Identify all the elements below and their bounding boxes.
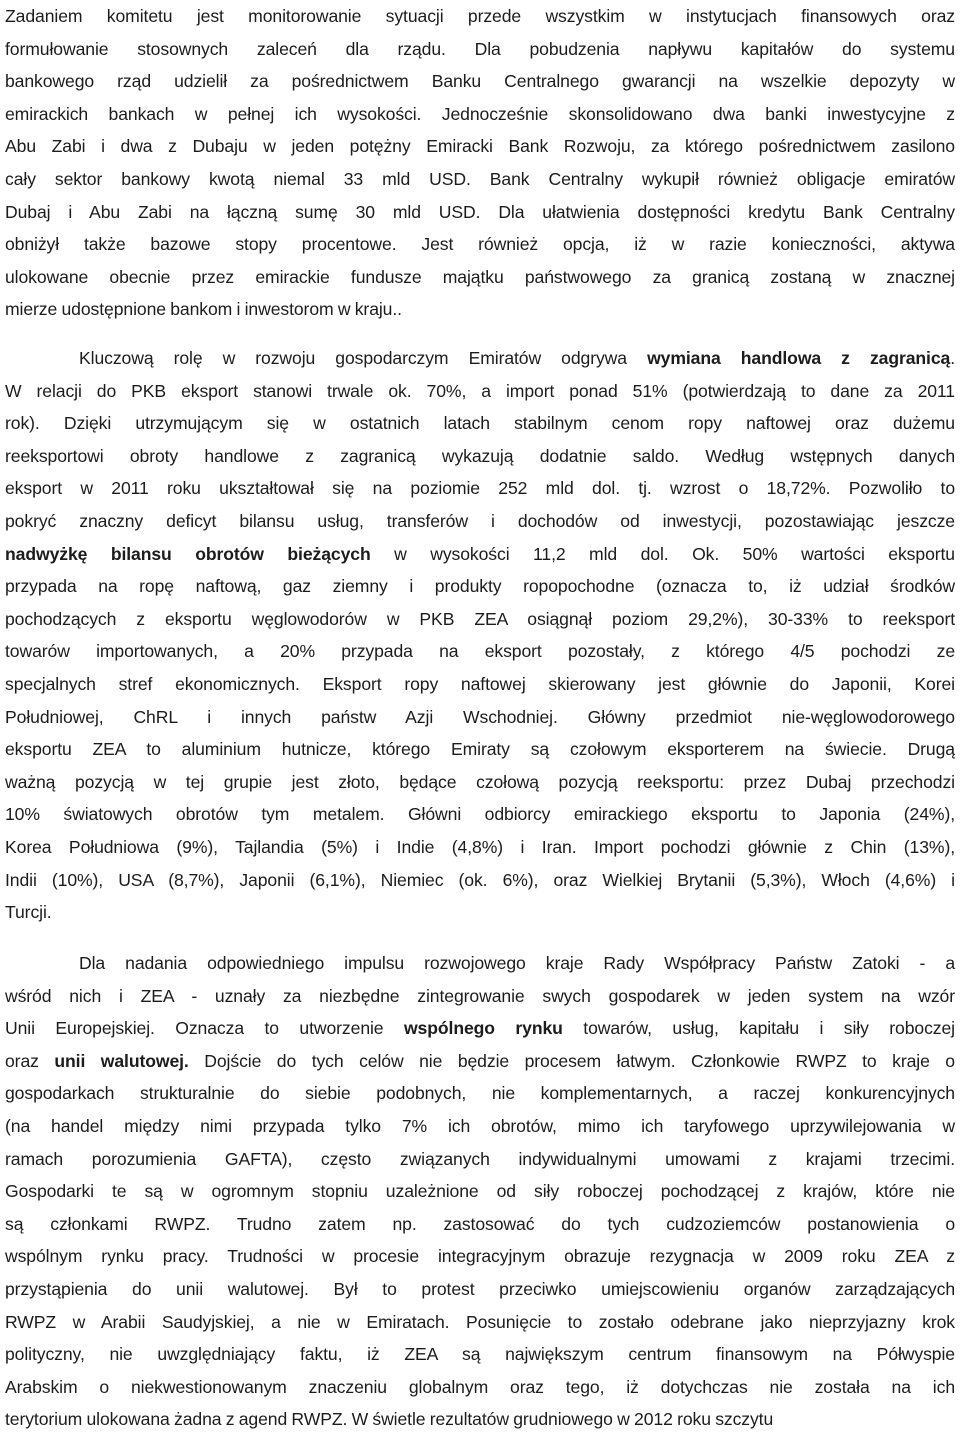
text-segment: wspólnym rynku pracy. Trudności w procesie integracyjnym obrazuje rezygnacja w 2009 roku ZEA z	[5, 1246, 955, 1267]
text-line	[5, 570, 955, 603]
text-line	[5, 980, 955, 1013]
text-line	[5, 293, 955, 326]
text-segment: Zadaniem komitetu jest monitorowanie sytuacji przede wszystkim w instytucjach finansowych oraz	[5, 6, 955, 26]
text-line	[5, 896, 955, 929]
text-segment: Dla nadania odpowiedniego impulsu rozwojowego kraje Rady Współpracy Państw Zatoki - a	[79, 953, 955, 973]
text-segment: Dubaj i Abu Zabi na łączną sumę 30 mld USD. Dla ułatwienia dostępności kredytu Bank Centralny	[5, 201, 955, 222]
text-line	[5, 1338, 955, 1371]
text-line	[5, 1143, 955, 1176]
bold-phrase: wspólnego rynku	[403, 1018, 563, 1039]
text-line	[5, 1240, 955, 1273]
text-segment: eksport w 2011 roku ukształtował się na poziomie 252 mld dol. tj. wzrost o 18,72%. Pozwoliło to	[5, 478, 955, 499]
text-line	[5, 1306, 955, 1339]
text-line	[5, 98, 955, 131]
text-line	[5, 65, 955, 98]
text-segment: pokryć znaczny deficyt bilansu usług, transferów i dochodów od inwestycji, pozostawiając jeszcze	[5, 510, 955, 531]
paragraph-foreign-trade	[5, 342, 955, 929]
text-segment: Korea Południowa (9%), Tajlandia (5%) i Indie (4,8%) i Iran. Import pochodzi głównie z Chin (13%),	[5, 836, 955, 857]
text-segment: towarów importowanych, a 20% przypada na eksport pozostały, z którego 4/5 pochodzi ze	[5, 641, 955, 662]
text-segment: bankowego rząd udzielił za pośrednictwem Banku Centralnego gwarancji na wszelkie depozyty w	[5, 71, 955, 92]
text-line	[5, 831, 955, 864]
text-line	[5, 668, 955, 701]
text-segment: gospodarkach strukturalnie do siebie podobnych, nie komplementarnych, a raczej konkurencyjnych	[5, 1083, 955, 1104]
text-segment: Indii (10%), USA (8,7%), Japonii (6,1%), Niemiec (ok. 6%), oraz Wielkiej Brytanii (5,3%), Włoch (4,6%) i	[5, 869, 955, 890]
text-line	[5, 947, 955, 980]
text-line	[5, 130, 955, 163]
text-segment: pochodzących z eksportu węglowodorów w PKB ZEA osiągnął poziom 29,2%), 30-33% to reeksport	[5, 608, 955, 629]
text-segment: Turcji.	[5, 902, 52, 923]
text-line	[5, 1273, 955, 1306]
paragraph-banking-committee	[5, 0, 955, 326]
text-segment: wśród nich i ZEA - uznały za niezbędne zintegrowanie swych gospodarek w jeden system na wzór	[5, 985, 955, 1006]
text-line	[5, 1208, 955, 1241]
bold-phrase: nadwyżkę bilansu obrotów bieżących	[5, 543, 371, 564]
text-line	[5, 440, 955, 473]
text-segment: 10% światowych obrotów tym metalem. Główni odbiorcy emirackiego eksportu to Japonia (24%),	[5, 804, 955, 825]
text-line	[5, 864, 955, 897]
text-segment: przystąpienia do unii walutowej. Był to protest przeciwko umiejscowieniu organów zarządzających	[5, 1278, 955, 1299]
text-line	[5, 375, 955, 408]
text-segment: Kluczową rolę w rozwoju gospodarczym Emiratów odgrywa	[79, 348, 648, 368]
text-line	[5, 472, 955, 505]
text-line	[5, 196, 955, 229]
text-segment: (na handel między nimi przypada tylko 7% ich obrotów, mimo ich taryfowego uprzywilejowania w	[5, 1115, 955, 1136]
text-segment: Abu Zabi i dwa z Dubaju w jeden potężny Emiracki Bank Rozwoju, za którego pośrednictwem zasilono	[5, 136, 955, 157]
text-segment: Gospodarki te są w ogromnym stopniu uzależnione od siły roboczej pochodzącej z krajów, które nie	[5, 1181, 955, 1202]
text-segment: Południowej, ChRL i innych państw Azji Wschodniej. Główny przedmiot nie-węglowodorowego	[5, 706, 955, 727]
text-segment: w wysokości 11,2 mld dol. Ok. 50% wartości eksportu	[370, 543, 955, 564]
text-segment: specjalnych stref ekonomicznych. Eksport ropy naftowej skierowany jest głównie do Japonii, Korei	[5, 673, 955, 694]
text-line	[5, 505, 955, 538]
text-segment: reeksportowi obroty handlowe z zagranicą wykazują dodatnie saldo. Według wstępnych danych	[5, 445, 955, 466]
text-line	[5, 163, 955, 196]
text-segment: rok). Dzięki utrzymującym się w ostatnich latach stabilnym cenom ropy naftowej oraz dużemu	[5, 413, 955, 434]
text-line	[5, 407, 955, 440]
text-line	[5, 733, 955, 766]
text-line	[5, 1403, 955, 1433]
text-segment: Dojście do tych celów nie będzie procesem łatwym. Członkowie RWPZ to kraje o	[188, 1050, 955, 1071]
text-line	[5, 1371, 955, 1404]
text-segment: Arabskim o niekwestionowanym znaczeniu globalnym oraz tego, iż dotychczas nie została na ich	[5, 1376, 955, 1397]
text-segment: RWPZ w Arabii Saudyjskiej, a nie w Emiratach. Posunięcie to zostało odebrane jako nieprzyjazny krok	[5, 1311, 955, 1332]
bold-phrase: wymiana handlowa z zagranicą	[647, 348, 951, 368]
paragraph-gcc-integration	[5, 947, 955, 1433]
text-segment: polityczny, nie uwzględniający faktu, iż ZEA są największym centrum finansowym na Półwyspie	[5, 1344, 955, 1365]
text-segment: Unii Europejskiej. Oznacza to utworzenie	[5, 1018, 404, 1039]
text-segment: ramach porozumienia GAFTA), często związanych indywidualnymi umowami z krajami trzecimi.	[5, 1148, 955, 1169]
text-line	[5, 603, 955, 636]
text-segment: obniżył także bazowe stopy procentowe. Jest również opcja, iż w razie konieczności, aktywa	[5, 234, 955, 255]
text-line	[5, 635, 955, 668]
text-segment: cały sektor bankowy kwotą niemal 33 mld USD. Bank Centralny wykupił również obligacje emiratów	[5, 168, 955, 189]
text-segment: mierze udostępnione bankom i inwestorom w kraju..	[5, 299, 402, 320]
text-line	[5, 0, 955, 33]
text-segment: eksportu ZEA to aluminium hutnicze, którego Emiraty są czołowym eksporterem na świecie. Drugą	[5, 739, 955, 760]
text-line	[5, 261, 955, 294]
text-segment: .	[950, 348, 956, 368]
text-line	[5, 342, 955, 375]
text-line	[5, 1045, 955, 1078]
text-segment: ważną pozycją w tej grupie jest złoto, będące czołową pozycją reeksportu: przez Dubaj przechodzi	[5, 771, 955, 792]
text-segment: są członkami RWPZ. Trudno zatem np. zastosować do tych cudzoziemców postanowienia o	[5, 1213, 955, 1234]
text-line	[5, 766, 955, 799]
text-line	[5, 1110, 955, 1143]
text-line	[5, 798, 955, 831]
text-segment: terytorium ulokowana żadna z agend RWPZ. W świetle rezultatów grudniowego w 2012 roku szczytu	[5, 1409, 774, 1430]
text-line	[5, 1077, 955, 1110]
text-segment: towarów, usług, kapitału i siły roboczej	[562, 1018, 955, 1039]
text-line	[5, 1012, 955, 1045]
text-line	[5, 228, 955, 261]
text-segment: W relacji do PKB eksport stanowi trwale ok. 70%, a import ponad 51% (potwierdzają to dane za 2011	[5, 380, 955, 401]
text-line	[5, 701, 955, 734]
text-line	[5, 538, 955, 571]
text-line	[5, 1175, 955, 1208]
bold-phrase: unii walutowej.	[54, 1050, 189, 1071]
text-segment: przypada na ropę naftową, gaz ziemny i produkty ropopochodne (oznacza to, iż udział środków	[5, 576, 955, 597]
text-segment: ulokowane obecnie przez emirackie fundusze majątku państwowego za granicą zostaną w znacznej	[5, 266, 955, 287]
text-line	[5, 33, 955, 66]
text-segment: emirackich bankach w pełnej ich wysokości. Jednocześnie skonsolidowano dwa banki inwestycyjne z	[5, 103, 955, 124]
text-segment: formułowanie stosownych zaleceń dla rządu. Dla pobudzenia napływu kapitałów do systemu	[5, 38, 955, 59]
text-segment: oraz	[5, 1050, 55, 1071]
